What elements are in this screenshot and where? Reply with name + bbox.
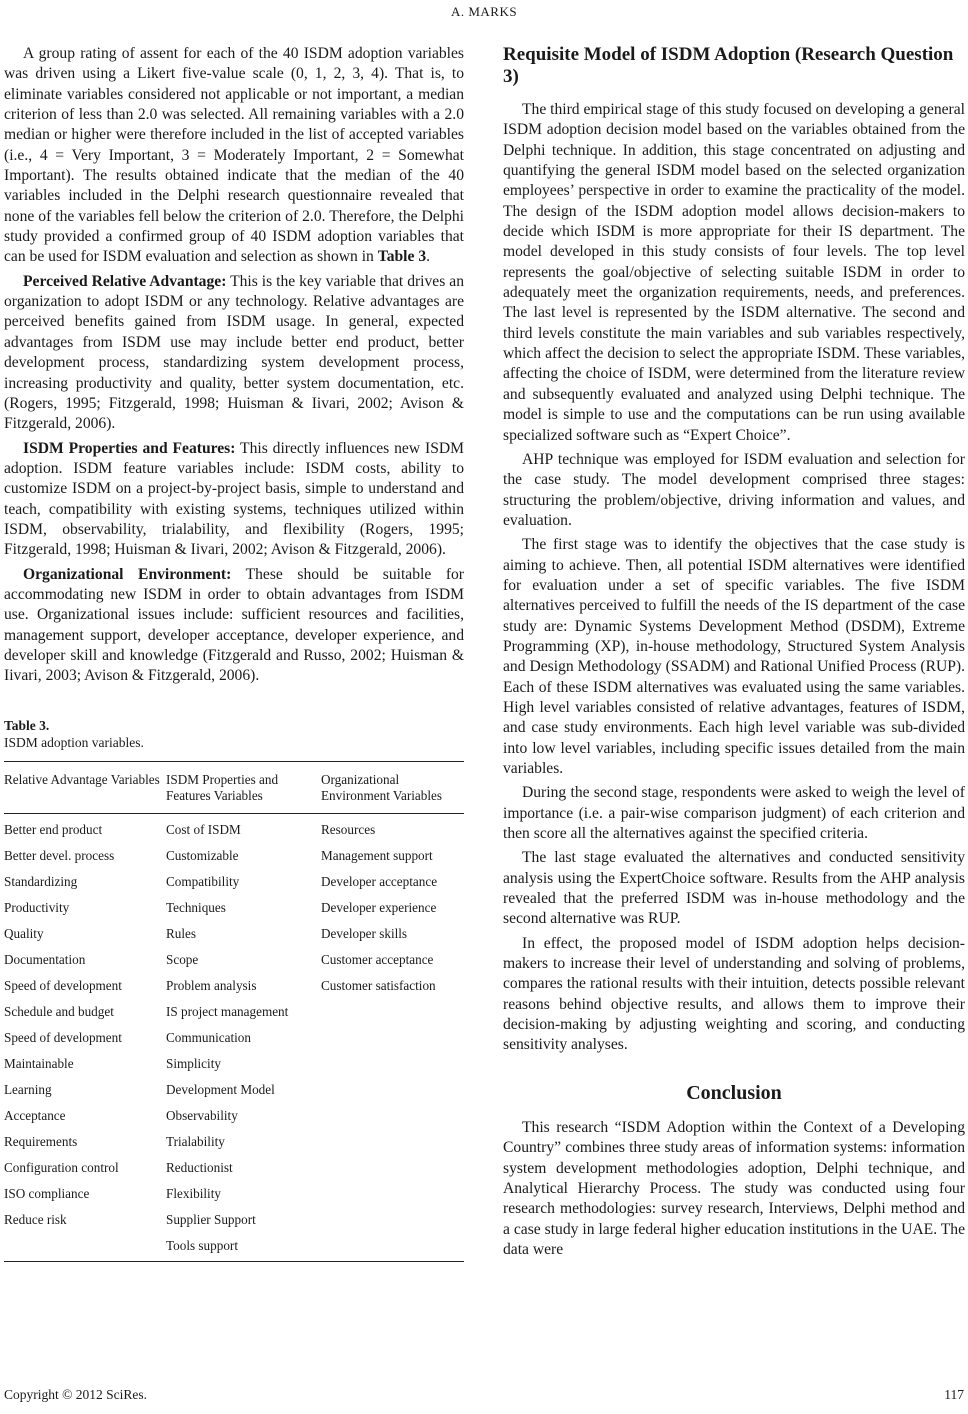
paragraph-ahp-technique: AHP technique was employed for ISDM evaluation and selection for the case study. The model development comprised three stages: structuring the problem/objective, driving information and values, and evaluation.	[503, 450, 965, 529]
table-cell: Scope	[166, 951, 199, 967]
table-cell	[321, 1233, 464, 1262]
table-header-cell: Relative Advantage Variables	[4, 761, 166, 813]
paragraph-isdm-properties: ISDM Properties and Features: This directly influences new ISDM adoption. ISDM feature variables include: ISDM costs, ability to customize ISDM on a project-by-project basis, simple to understand and teach, compatibility with existing systems, techniques utilized within ISDM, observability, trialability, and flexibility (Rogers, 1995; Fitzgerald, 1998; Huisman & Iivari, 2002; Avison & Fitzgerald, 2006).	[4, 439, 464, 559]
table-row	[4, 1233, 464, 1262]
table-cell: Observability	[166, 1107, 238, 1123]
table-body	[4, 813, 464, 1261]
table-header-cell: ISDM Properties and Features Variables	[166, 761, 321, 813]
table-cell: Speed of development	[4, 977, 122, 993]
paragraph-delphi-rating: A group rating of assent for each of the 40 ISDM adoption variables was driven using a Likert five-value scale (0, 1, 2, 3, 4). That is, to eliminate variables considered not applicable or not important, a median criterion of less than 2.0 was selected. All remaining variables with a 2.0 median or higher were therefore included in the list of accepted variables (i.e., 4 = Very Important, 3 = Moderately Important, 2 = Somewhat Important). The results obtained indicate that the median of the 40 variables included in the Delphi research questionnaire revealed that none of the variables fell below the criterion of 2.0. Therefore, the Delphi study provided a confirmed group of 40 ISDM adoption variables that can be used for ISDM evaluation and selection as shown in Table 3.	[4, 45, 464, 266]
paragraph-model-overview: The third empirical stage of this study focused on developing a general ISDM adoption decision model based on the variables obtained from the Delphi technique. In addition, this stage concentrated on adjusting and quantifying the general ISDM model based on the selected organization employees’ perspective in order to examine the practicality of the model. The design of the ISDM adoption model allows decision-makers to decide which ISDM is more appropriate for their IS department. The model developed in this study consists of four levels. The top level represents the goal/objective of selecting suitable ISDM in order to adequately meet the organization requirements, needs, and preferences. The last level is represented by the ISDM alternative. The second and third levels constitute the main variables and sub variables respectively, which affect the decision to select the appropriate ISDM. These variables, affecting the choice of ISDM, were determined from the literature review and subsequently evaluated and analyzed using Delphi technique. The model is simple to use and the computations can be run using available specialized software such as “Expert Choice”.	[503, 101, 965, 444]
table-cell	[321, 1207, 464, 1233]
table-cell	[321, 1077, 464, 1103]
table-cell: Communication	[166, 1029, 251, 1045]
paragraph-model-benefits: In effect, the proposed model of ISDM adoption helps decision-makers to increase their level of understanding and solving of problems, compares the rational results with their intuition, detects possible relevant reasons behind objective results, and allows them to improve their decision-making by adjusting weighting and scoring, and conducting sensitivity analyses.	[503, 934, 965, 1054]
table-cell: Requirements	[4, 1133, 78, 1149]
table-cell: Supplier Support	[166, 1211, 256, 1227]
table-header-cell: Organizational Environment Variables	[321, 761, 464, 813]
table-cell: Acceptance	[4, 1107, 66, 1123]
table-cell: Standardizing	[4, 873, 78, 889]
table-cell: Flexibility	[166, 1185, 221, 1201]
table-title: ISDM adoption variables.	[4, 734, 144, 750]
table-row	[4, 1129, 464, 1155]
table-reference[interactable]: Table 3	[377, 248, 427, 266]
table-cell: ISO compliance	[4, 1185, 90, 1201]
paragraph-conclusion: This research “ISDM Adoption within the Context of a Developing Country” combines three study areas of information systems: information system development methodologies adoption, Delphi technique, and Analytical Hierarchy Process. The study was conducted using four research methodologies: survey research, Interviews, Delphi method and a case study in large federal higher education institutions in the UAE. The data were	[503, 1118, 965, 1258]
table-cell: Trialability	[166, 1133, 225, 1149]
table-cell: Simplicity	[166, 1055, 221, 1071]
table-cell	[321, 1051, 464, 1077]
table-cell: Learning	[4, 1081, 52, 1097]
table-cell	[321, 1103, 464, 1129]
table-cell: Schedule and budget	[4, 1003, 114, 1019]
running-head: A. MARKS	[450, 4, 518, 19]
table-cell: Customer satisfaction	[321, 977, 436, 993]
section-heading-requisite-model: Requisite Model of ISDM Adoption (Research Question 3)	[503, 44, 954, 87]
adoption-variables-table	[4, 761, 464, 1262]
paragraph-first-stage: The first stage was to identify the objectives that the case study is aiming to achieve. Then, all potential ISDM alternatives were identified for evaluation under a set of specific variables. The five ISDM alternatives perceived to fulfill the needs of the IS department of the case study are: Dynamic Systems Development Method (DSDM), Extreme Programming (XP), in-house methodology, Structured System Analysis and Design Methodology (SSADM) and Rational Unified Process (RUP). Each of these ISDM alternatives was evaluated using the same variables. High level variables consisted of relative advantages, features of ISDM, and case study environments. Each high level variable was sub-divided into low level variables, including specific issues detailed from the main variables.	[503, 536, 965, 777]
table-header-row	[4, 761, 464, 813]
table-row	[4, 895, 464, 921]
table-cell	[321, 1025, 464, 1051]
table-cell: Development Model	[166, 1081, 275, 1097]
table-cell: IS project management	[166, 1003, 289, 1019]
table-cell: Maintainable	[4, 1055, 74, 1071]
table-cell	[321, 1155, 464, 1181]
copyright-notice: Copyright © 2012 SciRes.	[4, 1387, 148, 1402]
table-cell	[321, 1129, 464, 1155]
table-row	[4, 1181, 464, 1207]
table-row	[4, 813, 464, 843]
table-caption	[4, 717, 464, 751]
table-row	[4, 973, 464, 999]
table-cell: Productivity	[4, 899, 70, 915]
table-row	[4, 1207, 464, 1233]
table-cell	[321, 1181, 464, 1207]
paragraph-relative-advantage: Perceived Relative Advantage: This is the key variable that drives an organization to adopt ISDM or any technology. Relative advantages are perceived benefits gained from ISDM usage. In general, expected advantages from ISDM use may include better end product, better development process, standardizing system development process, increasing productivity and quality, better system documentation, etc. (Rogers, 1995; Fitzgerald, 1998; Huisman & Iivari, 2002; Avison & Fitzgerald, 2006).	[4, 272, 464, 433]
table-row	[4, 1025, 464, 1051]
table-row	[4, 1051, 464, 1077]
table-cell: Speed of development	[4, 1029, 122, 1045]
table-row	[4, 1155, 464, 1181]
table-cell: Management support	[321, 847, 433, 863]
table-row	[4, 1103, 464, 1129]
table-cell: Better devel. process	[4, 847, 115, 863]
table-row	[4, 869, 464, 895]
table-row	[4, 947, 464, 973]
table-cell: Compatibility	[166, 873, 240, 889]
table-cell	[4, 1233, 166, 1262]
table-row	[4, 843, 464, 869]
table-cell: Developer experience	[321, 899, 437, 915]
table-cell: Quality	[4, 925, 44, 941]
table-cell: Problem analysis	[166, 977, 257, 993]
table-cell: Techniques	[166, 899, 226, 915]
table-label: Table 3.	[4, 717, 50, 733]
table-cell: Documentation	[4, 951, 86, 967]
table-row	[4, 921, 464, 947]
table-cell: Reductionist	[166, 1159, 233, 1175]
table-cell: Better end product	[4, 821, 103, 837]
table-cell: Developer skills	[321, 925, 408, 941]
paragraph-last-stage: The last stage evaluated the alternatives and conducted sensitivity analysis using the ExpertChoice software. Results from the AHP analysis revealed that the preferred ISDM was in-house methodology and the second alternative was RUP.	[503, 849, 965, 928]
table-cell: Cost of ISDM	[166, 821, 241, 837]
table-cell: Developer acceptance	[321, 873, 438, 889]
table-row	[4, 1077, 464, 1103]
left-column	[4, 44, 464, 1262]
table-row	[4, 999, 464, 1025]
page-number: 117	[944, 1387, 964, 1402]
paragraph-second-stage: During the second stage, respondents were asked to weigh the level of importance (i.e. a pair-wise comparison judgment) of each criterion and then score all the alternatives against the specified criteria.	[503, 784, 965, 843]
table-cell: Reduce risk	[4, 1211, 67, 1227]
table-cell: Rules	[166, 925, 197, 941]
table-cell: Customizable	[166, 847, 239, 863]
table-cell: Customer acceptance	[321, 951, 434, 967]
table-cell	[321, 999, 464, 1025]
paragraph-organizational-environment: Organizational Environment: These should be suitable for accommodating new ISDM in order to obtain advantages from ISDM use. Organizational issues include: sufficient resources and facilities, management support, developer acceptance, developer experience, and developer skill and knowledge (Fitzgerald and Russo, 2002; Huisman & Iivari, 2003; Avison & Fitzgerald, 2006).	[4, 565, 465, 685]
table-cell: Tools support	[166, 1233, 321, 1262]
section-heading-conclusion: Conclusion	[686, 1081, 782, 1104]
table-cell: Configuration control	[4, 1159, 119, 1175]
right-column	[503, 44, 965, 1264]
table-cell: Resources	[321, 821, 376, 837]
